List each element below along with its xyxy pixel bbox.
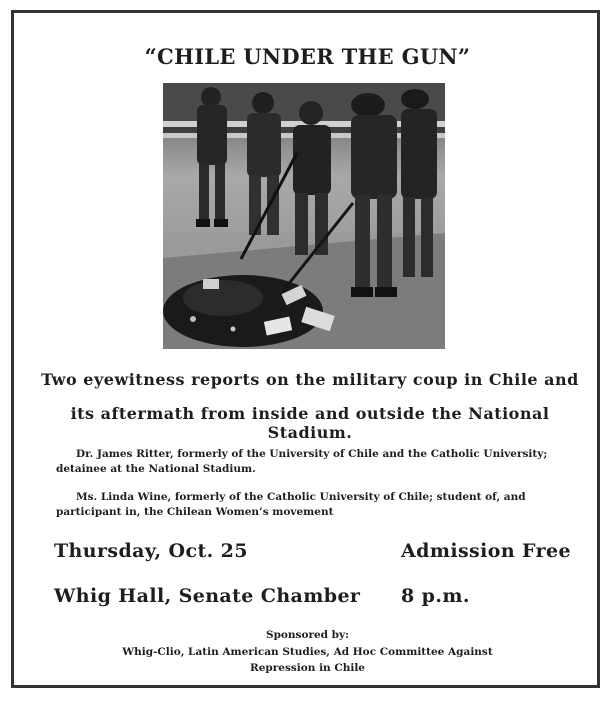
- sponsor-line-2: Repression in Chile: [250, 662, 365, 674]
- speaker-wine: Ms. Linda Wine, formerly of the Catholic University of Chile; student of, and participant in, the Chilean Women’s movement: [56, 491, 526, 518]
- sponsor-heading: Sponsored by:: [265, 629, 349, 641]
- speaker-ritter: Dr. James Ritter, formerly of the University of Chile and the Catholic University; detainee at the National Stadium.: [56, 448, 548, 475]
- event-time: 8 p.m.: [401, 585, 470, 607]
- event-admission: Admission Free: [401, 540, 572, 562]
- sponsor-line-1: Whig-Clio, Latin American Studies, Ad Hoc Committee Against: [122, 646, 493, 658]
- lead-line-1: Two eyewitness reports on the military coup in Chile and: [41, 370, 579, 389]
- event-date: Thursday, Oct. 25: [54, 540, 248, 562]
- poster-title: “CHILE UNDER THE GUN”: [144, 44, 471, 69]
- soldiers-burning-books-photo: [163, 83, 445, 349]
- lead-line-2: its aftermath from inside and outside the National Stadium.: [70, 404, 550, 442]
- event-location: Whig Hall, Senate Chamber: [54, 585, 361, 607]
